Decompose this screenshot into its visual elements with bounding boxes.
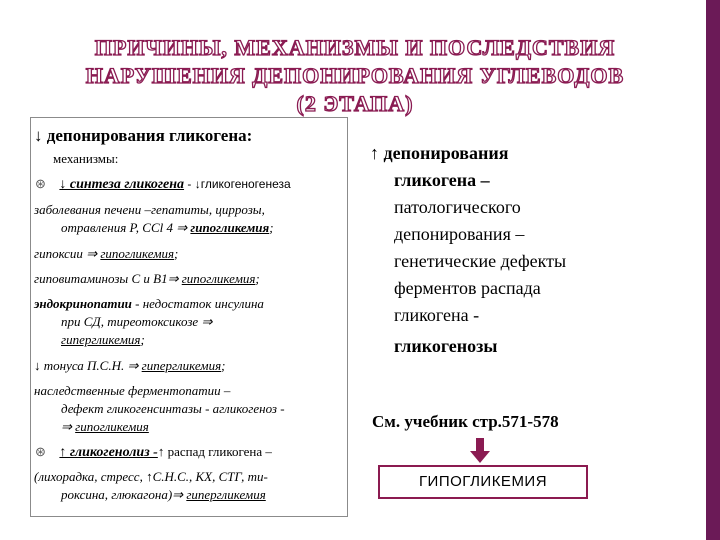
hypoglycemia-term: гипогликемия — [100, 246, 175, 261]
textbook-reference: См. учебник стр.571-578 — [372, 412, 559, 431]
poisoning-line — [61, 220, 274, 236]
title-line-2: НАРУШЕНИЯ ДЕПОНИРОВАНИЯ УГЛЕВОДОВ — [85, 63, 625, 88]
right-line-5: генетические дефекты — [394, 251, 567, 271]
endocrinopathy-term: эндокринопатии — [34, 296, 132, 311]
right-line-6: ферментов распада — [394, 278, 541, 298]
semicolon: ; — [140, 332, 145, 347]
implies-icon: ⇒ — [172, 487, 184, 502]
right-line-8: гликогенозы — [394, 336, 498, 356]
implies-icon: ⇒ — [176, 220, 188, 235]
diabetes-text: при СД, тиреотоксикозе — [61, 314, 202, 329]
glycogen-synthase-line: дефект гликогенсинтазы - агликогеноз - — [61, 401, 285, 416]
hypoxia-text: гипоксии — [34, 246, 87, 261]
hypoglycemia-line — [61, 419, 149, 435]
hypoglycemia-term: гипогликемия — [190, 220, 270, 235]
diabetes-line — [61, 314, 212, 330]
right-content — [368, 140, 698, 360]
implies-icon: ⇒ — [86, 246, 98, 261]
hyperglycemia-term: гипергликемия — [61, 332, 141, 347]
semicolon: ; — [174, 246, 179, 261]
semicolon: ; — [269, 220, 274, 235]
liver-disease-line: заболевания печени –гепатиты, циррозы, — [34, 202, 265, 217]
right-line-7: гликогена - — [394, 305, 480, 325]
right-line-2: гликогена – — [394, 170, 490, 190]
synthesis-desc: - ↓гликогеногенеза — [184, 177, 291, 191]
synthesis-label: ↓ синтеза гликогена — [59, 177, 185, 192]
glycogenolysis-desc: ↑ распад гликогена – — [157, 444, 272, 459]
glycogenolysis-label: ↑ гликогенолиз - — [59, 445, 158, 460]
psns-tone-text: ↓ тонуса П.С.Н. — [34, 358, 128, 373]
mechanisms-label: механизмы: — [53, 151, 119, 166]
hypovitaminosis-line — [34, 271, 260, 287]
title-line-1: ПРИЧИНЫ, МЕХАНИЗМЫ И ПОСЛЕДСТВИЯ — [94, 35, 616, 60]
implies-icon: ⇒ — [61, 419, 72, 434]
hypoxia-line — [34, 246, 178, 262]
left-content-box — [30, 117, 348, 517]
hyperglycemia-line-1 — [61, 332, 145, 348]
hypoglycemia-term: гипогликемия — [181, 271, 256, 286]
down-arrow-icon — [468, 438, 492, 464]
semicolon: ; — [255, 271, 260, 286]
endocrinopathy-text: - недостаток инсулина — [131, 296, 264, 311]
hyperglycemia-term: гипергликемия — [141, 358, 222, 373]
implies-icon: ⇒ — [127, 358, 139, 373]
left-heading: ↓ депонирования гликогена: — [34, 126, 253, 145]
right-line-1: ↑ депонирования — [370, 143, 509, 163]
hyperglycemia-term: гипергликемия — [186, 487, 266, 502]
hypovitaminosis-text: гиповитаминозы С и В1 — [34, 271, 168, 286]
endocrinopathy-line — [34, 296, 264, 312]
bullet-synthesis — [35, 176, 291, 193]
bullet-glycogenolysis — [35, 444, 272, 461]
bullet-icon: ⊛ — [35, 444, 46, 459]
hypoglycemia-term: гипогликемия — [75, 419, 149, 434]
implies-icon: ⇒ — [201, 314, 213, 329]
right-line-3: патологического — [394, 197, 521, 217]
fermentopathy-line: наследственные ферментопатии – — [34, 383, 231, 398]
glucagon-line — [61, 487, 266, 503]
right-line-4: депонирования – — [394, 224, 525, 244]
slide-title — [20, 34, 690, 118]
poisoning-text: отравления P, CCl 4 — [61, 220, 177, 235]
fever-stress-line: (лихорадка, стресс, ↑С.Н.С., КХ, СТГ, ти- — [34, 469, 268, 484]
title-line-3: (2 ЭТАПА) — [296, 91, 414, 116]
right-accent-bar — [706, 0, 720, 540]
glucagon-text: роксина, глюкагона) — [61, 487, 173, 502]
bullet-icon: ⊛ — [35, 176, 46, 191]
implies-icon: ⇒ — [167, 271, 179, 286]
hypoglycemia-result-box: ГИПОГЛИКЕМИЯ — [378, 465, 588, 499]
semicolon: ; — [221, 358, 226, 373]
psns-tone-line — [34, 358, 225, 374]
